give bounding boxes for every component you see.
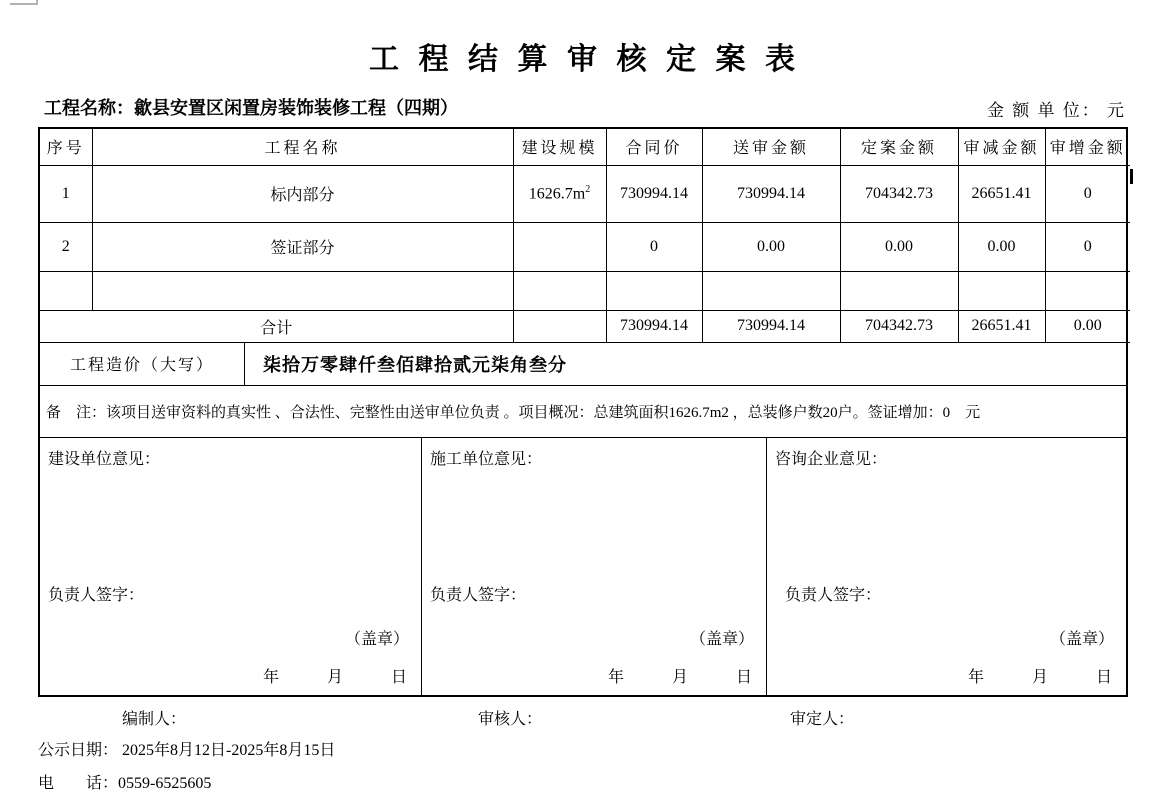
opinion-box-owner bbox=[40, 438, 422, 696]
total-increased: 0.00 bbox=[1045, 310, 1130, 342]
cell-increased: 0 bbox=[1045, 222, 1130, 271]
month-label: 月 bbox=[326, 668, 343, 686]
cell-increased: 0 bbox=[1045, 165, 1130, 222]
cell-submitted: 0.00 bbox=[702, 222, 840, 271]
sign-label: 负责人签字： bbox=[430, 586, 527, 604]
cell-project: 签证部分 bbox=[92, 222, 513, 271]
date-line bbox=[608, 664, 752, 687]
cell-scale bbox=[513, 271, 606, 310]
table-row bbox=[40, 165, 1130, 222]
cell-project: 标内部分 bbox=[92, 165, 513, 222]
cell-seq bbox=[40, 271, 92, 310]
year-label: 年 bbox=[262, 668, 279, 686]
total-scale bbox=[513, 310, 606, 342]
opinions-section bbox=[40, 438, 1126, 696]
header-project: 工程名称 bbox=[92, 129, 513, 165]
amount-in-words-value: 柒拾万零肆仟叁佰肆拾贰元柒角叁分 bbox=[263, 354, 567, 375]
stray-tick-mark bbox=[1130, 169, 1133, 184]
cell-finalized: 0.00 bbox=[840, 222, 958, 271]
square-meter-sup: 2 bbox=[585, 183, 591, 195]
table-total-row bbox=[40, 310, 1130, 342]
cell-contract bbox=[606, 271, 702, 310]
header-reduced: 审减金额 bbox=[958, 129, 1045, 165]
settlement-table-wrapper bbox=[38, 127, 1128, 697]
month-label: 月 bbox=[671, 668, 688, 686]
amount-in-words-row bbox=[40, 343, 1126, 386]
project-name-line bbox=[44, 94, 458, 120]
total-submitted: 730994.14 bbox=[702, 310, 840, 342]
year-label: 年 bbox=[607, 668, 624, 686]
opinion-title: 咨询企业意见： bbox=[775, 450, 888, 468]
amount-in-words-label: 工程造价（大写） bbox=[40, 343, 245, 385]
opinion-box-contractor bbox=[422, 438, 767, 696]
cell-seq: 2 bbox=[40, 222, 92, 271]
cell-reduced bbox=[958, 271, 1045, 310]
phone-line: 电 话：0559-6525605 bbox=[38, 775, 212, 792]
header-seq: 序号 bbox=[40, 129, 92, 165]
publicity-date-line: 公示日期： 2025年8月12日-2025年8月15日 bbox=[38, 742, 336, 759]
sign-label: 负责人签字： bbox=[785, 586, 882, 604]
cell-finalized bbox=[840, 271, 958, 310]
day-label: 日 bbox=[1095, 668, 1112, 686]
cell-reduced: 26651.41 bbox=[958, 165, 1045, 222]
table-header-row bbox=[40, 129, 1130, 165]
day-label: 日 bbox=[390, 668, 407, 686]
cell-submitted: 730994.14 bbox=[702, 165, 840, 222]
preparer-label: 编制人： bbox=[122, 711, 187, 728]
date-line bbox=[968, 664, 1112, 687]
page-title: 工 程 结 算 审 核 定 案 表 bbox=[369, 43, 801, 76]
sign-label: 负责人签字： bbox=[48, 586, 145, 604]
cell-reduced: 0.00 bbox=[958, 222, 1045, 271]
total-reduced: 26651.41 bbox=[958, 310, 1045, 342]
year-label: 年 bbox=[967, 668, 984, 686]
corner-border-artifact bbox=[10, 0, 38, 5]
header-scale: 建设规模 bbox=[513, 129, 606, 165]
seal-label: （盖章） bbox=[689, 630, 754, 648]
opinion-title: 施工单位意见： bbox=[430, 450, 543, 468]
total-label: 合计 bbox=[40, 310, 513, 342]
cell-seq: 1 bbox=[40, 165, 92, 222]
day-label: 日 bbox=[735, 668, 752, 686]
cell-project bbox=[92, 271, 513, 310]
opinion-title: 建设单位意见： bbox=[48, 450, 161, 468]
header-submitted: 送审金额 bbox=[702, 129, 840, 165]
cell-contract: 0 bbox=[606, 222, 702, 271]
seal-label: （盖章） bbox=[344, 630, 409, 648]
header-finalized: 定案金额 bbox=[840, 129, 958, 165]
table-row bbox=[40, 222, 1130, 271]
cell-increased bbox=[1045, 271, 1130, 310]
cell-finalized: 704342.73 bbox=[840, 165, 958, 222]
date-line bbox=[263, 664, 407, 687]
settlement-table bbox=[40, 129, 1130, 343]
header-contract: 合同价 bbox=[606, 129, 702, 165]
cell-scale bbox=[513, 222, 606, 271]
cell-contract: 730994.14 bbox=[606, 165, 702, 222]
approver-label: 审定人： bbox=[790, 711, 855, 728]
month-label: 月 bbox=[1031, 668, 1048, 686]
total-contract: 730994.14 bbox=[606, 310, 702, 342]
seal-label: （盖章） bbox=[1049, 630, 1114, 648]
project-name-value: 歙县安置区闲置房装饰装修工程（四期） bbox=[134, 98, 458, 118]
cell-submitted bbox=[702, 271, 840, 310]
total-finalized: 704342.73 bbox=[840, 310, 958, 342]
cell-scale: $1626.7m^2$ bbox=[513, 165, 606, 222]
header-increased: 审增金额 bbox=[1045, 129, 1130, 165]
reviewer-label: 审核人： bbox=[478, 711, 543, 728]
remark-row: 备 注：该项目送审资料的真实性 、合法性、完整性由送审单位负责 。项目概况：总建筑面积1626.7m2 ，总装修户数20户。签证增加：0 元 bbox=[40, 386, 1126, 438]
project-name-label: 工程名称： bbox=[44, 98, 134, 118]
amount-unit-note: 金 额 单 位： 元 bbox=[987, 101, 1126, 120]
table-row-empty bbox=[40, 271, 1130, 310]
opinion-box-consultant bbox=[767, 438, 1126, 696]
